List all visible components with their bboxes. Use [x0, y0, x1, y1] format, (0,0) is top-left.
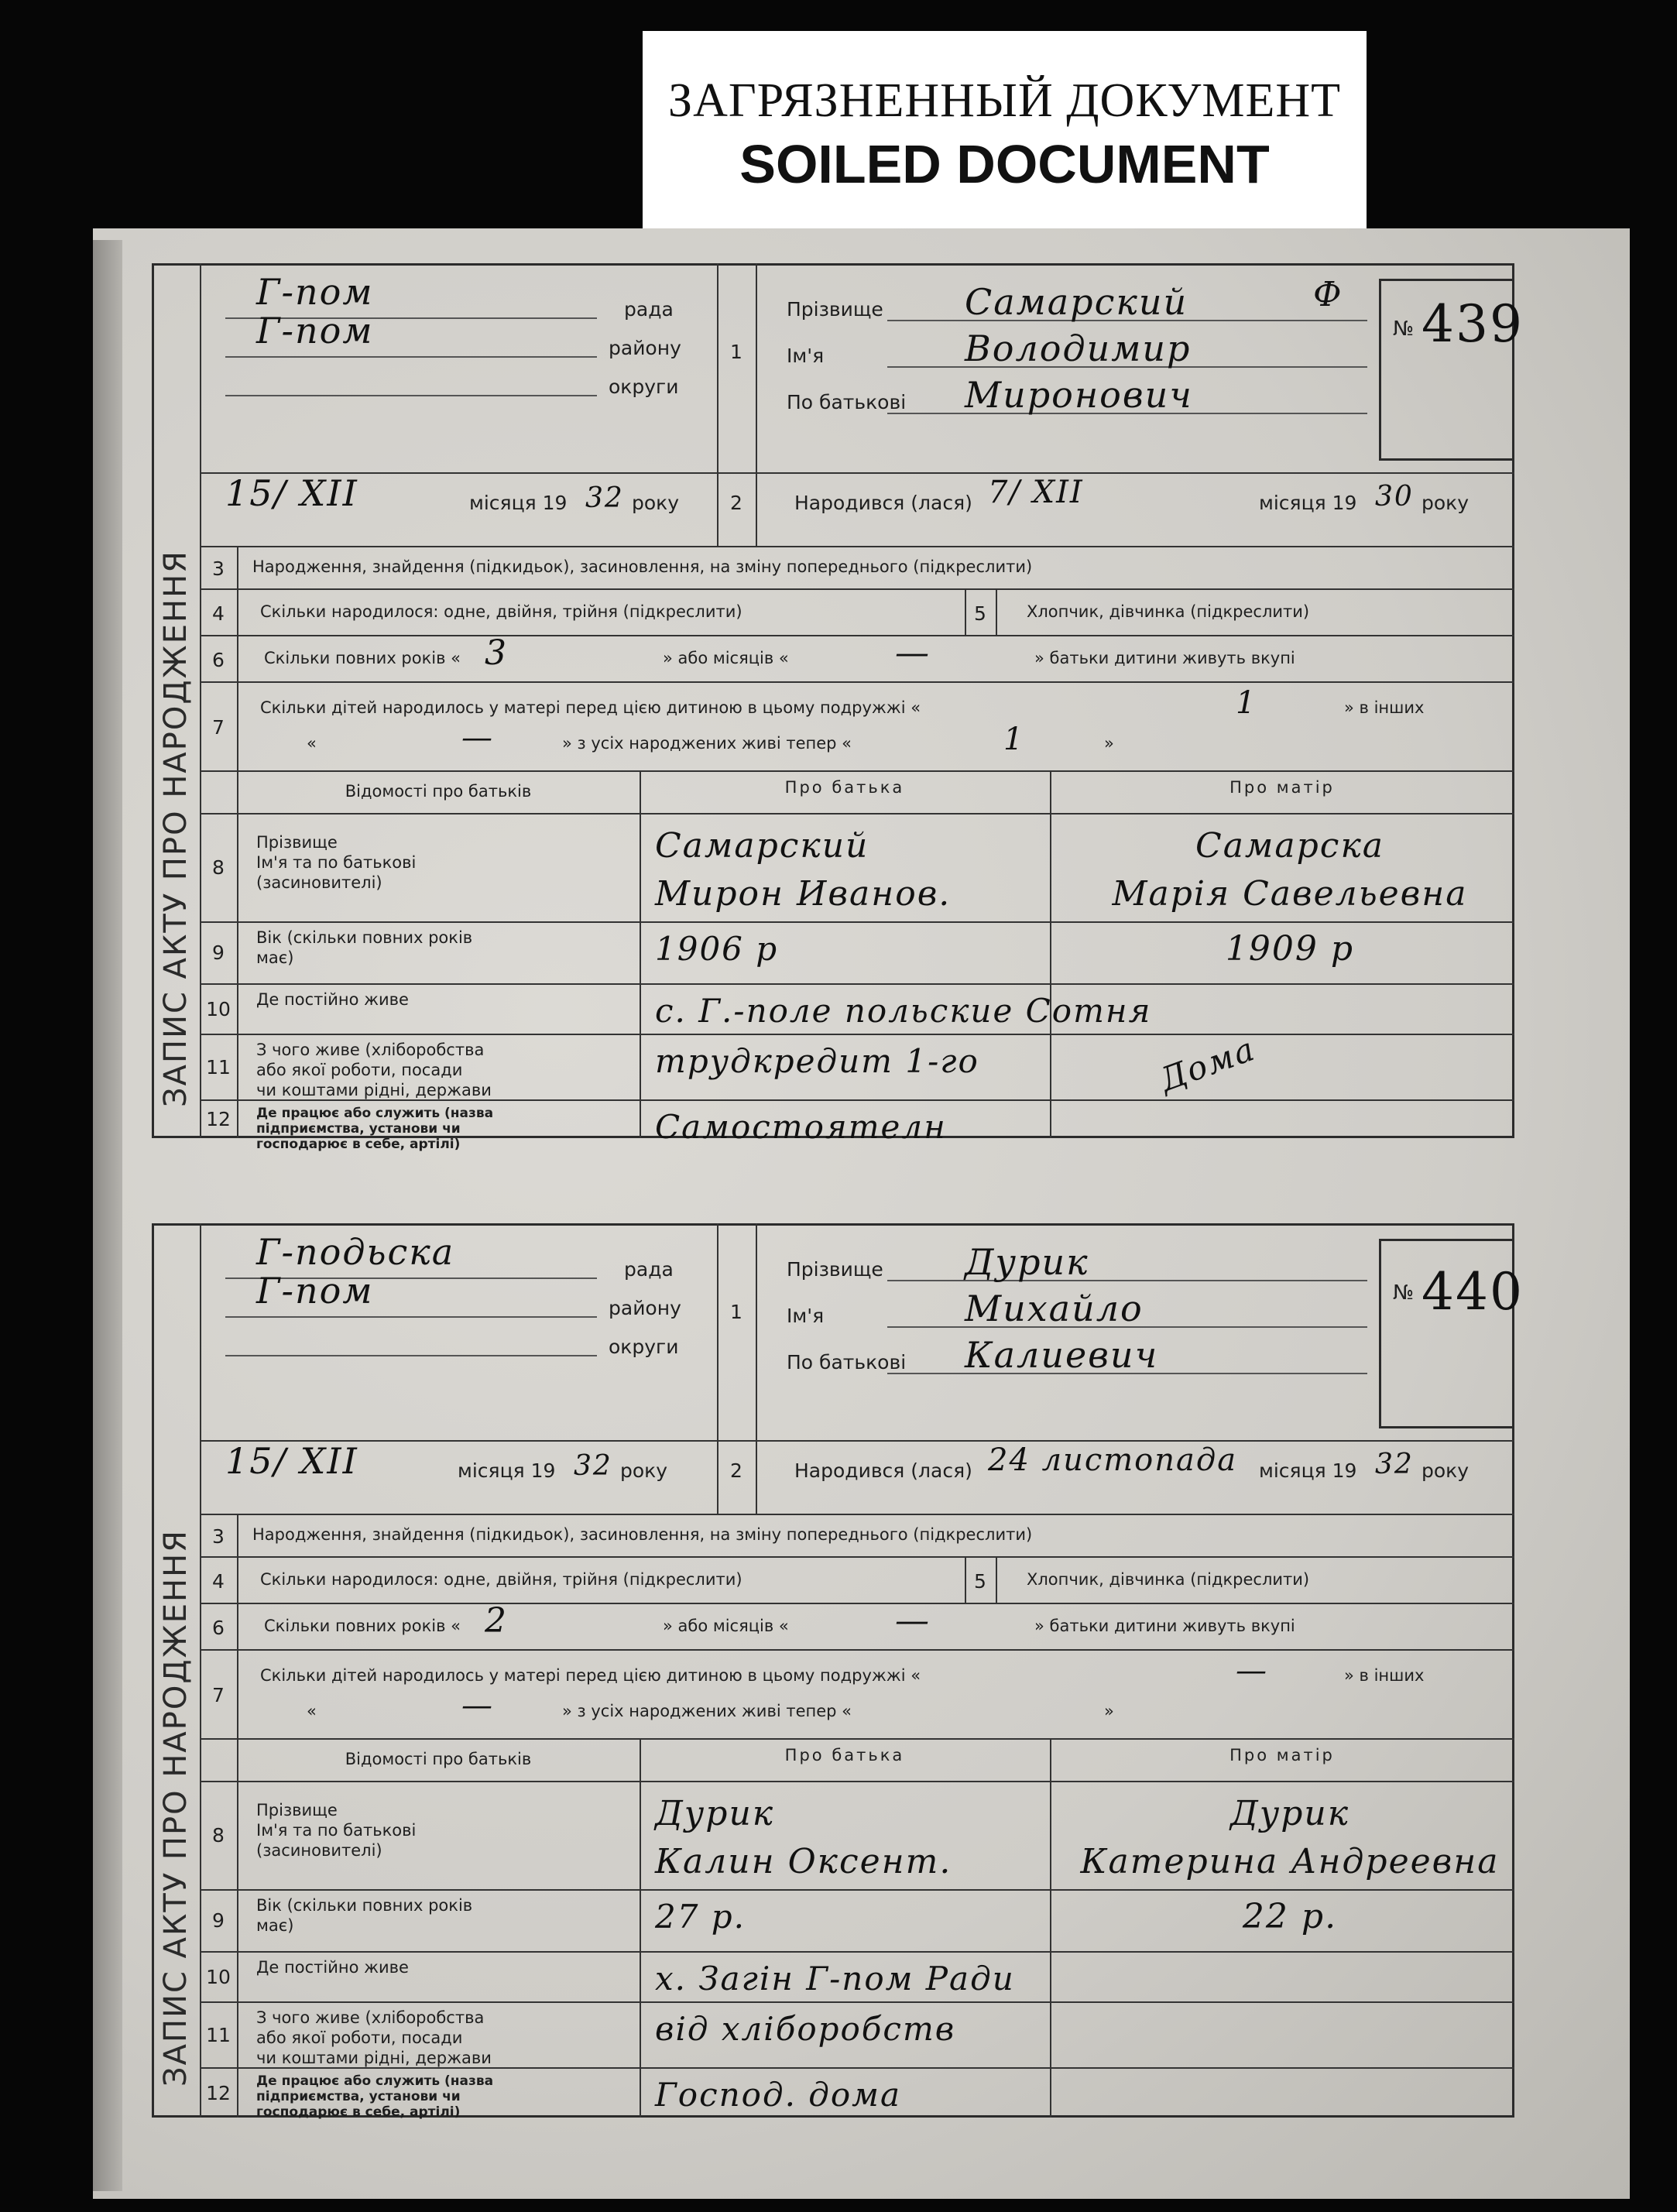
parents-split-b	[1050, 1738, 1051, 2118]
okruh-label: округи	[609, 376, 679, 398]
months-together: —	[895, 633, 931, 673]
child-patronymic: Калиевич	[965, 1334, 1159, 1376]
row-number-7: 7	[212, 1684, 225, 1706]
row-rule	[200, 681, 1514, 683]
row-number-4: 4	[212, 602, 225, 625]
row-number-1: 1	[730, 341, 742, 363]
father-livelihood: трудкредит 1-го	[655, 1042, 979, 1080]
months-together: —	[895, 1601, 931, 1641]
side-column-rule	[200, 1223, 201, 2118]
row-number-10: 10	[206, 997, 231, 1020]
row-number-12: 12	[206, 2081, 231, 2104]
side-title: ЗАПИС АКТУ ПРО НАРОДЖЕННЯ	[158, 550, 194, 1107]
row7-text-a: Скільки дітей народилось у матері перед цією дитиною в цьому подружжі «	[260, 698, 921, 717]
registration-year: 32	[585, 482, 624, 514]
row-rule	[200, 635, 1514, 636]
row11-label: З чого живе (хліборобства або якої роботи, посади чи коштами рідні, держави	[256, 2008, 492, 2067]
row7-text-b: » в інших	[1344, 1666, 1425, 1685]
row7-text-a: Скільки дітей народилось у матері перед цією дитиною в цьому подружжі «	[260, 1666, 921, 1685]
father-name: Дурик Калин Оксент.	[655, 1794, 952, 1881]
row7-text-e: »	[1104, 734, 1114, 753]
soiled-label-ru: ЗАГРЯЗНЕННЫЙ ДОКУМЕНТ	[668, 74, 1341, 127]
reg-year-label: року	[632, 492, 680, 514]
father-header: Про батька	[784, 1746, 905, 1764]
row-number-11: 11	[206, 2023, 231, 2046]
row-number-11: 11	[206, 1055, 231, 1079]
row-number-12: 12	[206, 1108, 231, 1130]
page-edge	[93, 240, 122, 2191]
row-number-5: 5	[974, 1570, 986, 1593]
name-label: Ім'я	[787, 345, 825, 367]
soiled-document-label	[643, 31, 1367, 232]
underline	[887, 1280, 1367, 1281]
father-header: Про батька	[784, 778, 905, 797]
row-rule	[200, 2001, 1514, 2003]
row-rule	[200, 588, 1514, 590]
row10-label: Де постійно живе	[256, 1958, 409, 1977]
years-together: 3	[485, 633, 508, 673]
row-rule	[200, 1034, 1514, 1035]
row7-text-c: «	[307, 1702, 317, 1720]
row3-text: Народження, знайдення (підкидьок), засиновлення, на зміну попереднього (підкреслити)	[252, 557, 1033, 576]
raion-value: Г-пом	[256, 1270, 374, 1312]
rada-label: рада	[624, 298, 674, 321]
patronymic-label: По батькові	[787, 1351, 907, 1373]
row7-text-d: » з усіх народжених живі тепер «	[562, 1702, 852, 1720]
mother-name: Самарска Марія Савельевна	[1112, 826, 1468, 914]
row-number-7: 7	[212, 716, 225, 739]
row7-text-c: «	[307, 734, 317, 753]
row-rule	[200, 921, 1514, 923]
top-split-b	[756, 1223, 757, 1514]
birth-year-label: року	[1422, 492, 1470, 514]
row-rule	[200, 983, 1514, 985]
row-number-8: 8	[212, 1824, 225, 1847]
birth-year: 32	[1375, 1449, 1414, 1480]
children-other: —	[461, 1688, 494, 1723]
rada-label: рада	[624, 1258, 674, 1281]
row-number-10: 10	[206, 1965, 231, 1988]
row4-split	[996, 1556, 997, 1603]
row8-label: Прізвище Ім'я та по батькові (засиновителі)	[256, 833, 417, 892]
top-split-b	[756, 263, 757, 546]
row-rule	[200, 472, 1514, 474]
row7-text-d: » з усіх народжених живі тепер «	[562, 734, 852, 753]
row4-text: Скільки народилося: одне, двійня, трійня (підкреслити)	[260, 602, 742, 621]
row-rule	[200, 1649, 1514, 1651]
row5-text: Хлопчик, дівчинка (підкреслити)	[1027, 602, 1310, 621]
mother-header: Про матір	[1229, 1746, 1335, 1764]
mother-age: 1909 р	[1225, 929, 1355, 969]
name-label: Ім'я	[787, 1305, 825, 1327]
top-split-a	[717, 263, 718, 546]
okruh-label: округи	[609, 1336, 679, 1358]
father-livelihood: від хліборобств	[655, 2010, 956, 2048]
side-column-rule	[200, 263, 201, 1138]
row6-text-a: Скільки повних років «	[264, 649, 461, 667]
child-patronymic: Миронович	[965, 374, 1193, 416]
row-rule	[200, 1738, 1514, 1740]
born-label: Народився (лася)	[794, 1459, 972, 1482]
parents-header: Відомості про батьків	[345, 1750, 532, 1768]
patronymic-label: По батькові	[787, 391, 907, 413]
row-number-3: 3	[212, 1525, 225, 1548]
row-number-6: 6	[212, 1617, 225, 1639]
child-name: Володимир	[965, 328, 1192, 369]
signature: Дома	[1154, 1029, 1260, 1099]
surname-label: Прізвище	[787, 298, 883, 321]
row-number-9: 9	[212, 1909, 225, 1932]
row-rule	[200, 1099, 1514, 1101]
children-before: 1	[1236, 685, 1257, 721]
soiled-label-en: SOILED DOCUMENT	[739, 134, 1270, 194]
row9-label: Вік (скільки повних років має)	[256, 1896, 473, 1935]
row6-text-c: » батьки дитини живуть вкупі	[1034, 649, 1295, 667]
rownum-column-rule	[237, 1514, 238, 2118]
record-number: 439	[1422, 294, 1524, 354]
row-rule	[200, 1951, 1514, 1953]
row-rule	[200, 813, 1514, 814]
row12-label: Де працює або служить (назва підприємства, установи чи господарює в себе, артілі)	[256, 1106, 494, 1152]
parents-header: Відомості про батьків	[345, 782, 532, 801]
row-rule	[200, 2067, 1514, 2069]
row-number-9: 9	[212, 941, 225, 964]
rada-value: Г-пом	[256, 271, 374, 313]
row8-label: Прізвище Ім'я та по батькові (засиновителі)	[256, 1801, 417, 1860]
row-rule	[200, 1889, 1514, 1891]
row9-label: Вік (скільки повних років має)	[256, 928, 473, 967]
surname-label: Прізвище	[787, 1258, 883, 1281]
row-rule	[200, 1556, 1514, 1558]
underline	[225, 356, 597, 358]
row3-text: Народження, знайдення (підкидьок), засиновлення, на зміну попереднього (підкреслити)	[252, 1525, 1033, 1544]
row6-text-c: » батьки дитини живуть вкупі	[1034, 1617, 1295, 1635]
born-label: Народився (лася)	[794, 492, 972, 514]
row-number-8: 8	[212, 856, 225, 879]
father-age: 27 р.	[655, 1898, 746, 1936]
years-together: 2	[485, 1601, 508, 1641]
row11-label: З чого живе (хліборобства або якої роботи, посади чи коштами рідні, держави	[256, 1041, 492, 1099]
row6-text-a: Скільки повних років «	[264, 1617, 461, 1635]
row12-label: Де працює або служить (назва підприємства, установи чи господарює в себе, артілі)	[256, 2073, 494, 2120]
underline	[225, 1355, 597, 1356]
birth-year: 30	[1375, 481, 1414, 513]
row-number-4: 4	[212, 1570, 225, 1593]
row-rule	[200, 770, 1514, 772]
children-before: —	[1236, 1653, 1268, 1689]
row-number-6: 6	[212, 649, 225, 671]
birth-year-label: року	[1422, 1459, 1470, 1482]
margin-mark: Ф	[1313, 275, 1343, 314]
parents-split-a	[640, 1738, 641, 2118]
row-number-3: 3	[212, 557, 225, 580]
reg-month-label: місяця 19	[469, 492, 568, 514]
row-number-2: 2	[730, 1459, 742, 1482]
row-rule	[200, 1440, 1514, 1442]
raion-label: району	[609, 337, 681, 359]
row6-text-b: » або місяців «	[663, 649, 789, 667]
children-alive: 1	[1003, 722, 1025, 757]
row-rule	[200, 1781, 1514, 1782]
row7-text-e: »	[1104, 1702, 1114, 1720]
row10-label: Де постійно живе	[256, 990, 409, 1009]
record-number: 440	[1422, 1262, 1524, 1322]
mother-name: Дурик Катерина Андреевна	[1080, 1794, 1500, 1881]
top-split-a	[717, 1223, 718, 1514]
birth-date: 7/ XII	[988, 475, 1084, 510]
registration-day: 15/ XII	[225, 472, 358, 514]
registration-year: 32	[574, 1450, 612, 1482]
raion-label: району	[609, 1297, 681, 1319]
row-rule	[200, 1603, 1514, 1604]
children-other: —	[461, 720, 494, 756]
row6-text-b: » або місяців «	[663, 1617, 789, 1635]
row-rule	[200, 546, 1514, 547]
underline	[225, 1316, 597, 1318]
child-name: Михайло	[965, 1288, 1144, 1329]
row-number-1: 1	[730, 1301, 742, 1323]
side-title: ЗАПИС АКТУ ПРО НАРОДЖЕННЯ	[158, 1529, 194, 2087]
row5-text: Хлопчик, дівчинка (підкреслити)	[1027, 1570, 1310, 1589]
underline	[225, 395, 597, 396]
row4-text: Скільки народилося: одне, двійня, трійня (підкреслити)	[260, 1570, 742, 1589]
registration-day: 15/ XII	[225, 1440, 358, 1482]
father-name: Самарский Мирон Иванов.	[655, 826, 952, 914]
birth-date: 24 листопада	[988, 1442, 1238, 1478]
reg-year-label: року	[620, 1459, 668, 1482]
raion-value: Г-пом	[256, 310, 374, 352]
row4-split	[996, 588, 997, 635]
rada-value: Г-подьска	[256, 1231, 455, 1273]
mother-age: 22 р.	[1242, 1897, 1338, 1936]
parents-split-a	[640, 770, 641, 1138]
father-residence: х. Загін Г-пом Ради	[655, 1960, 1015, 1998]
father-work: Самостоятелн	[655, 1108, 947, 1146]
mother-header: Про матір	[1229, 778, 1335, 797]
rownum-column-rule	[237, 546, 238, 1138]
number-prefix: №	[1393, 317, 1415, 341]
number-prefix: №	[1393, 1281, 1415, 1305]
reg-month-label: місяця 19	[458, 1459, 556, 1482]
birth-month-label: місяця 19	[1259, 1459, 1357, 1482]
row-number-5: 5	[974, 602, 986, 625]
row-number-2: 2	[730, 492, 742, 514]
father-residence: с. Г.-поле польские Сотня	[655, 992, 1152, 1030]
child-surname: Самарский	[965, 281, 1188, 323]
birth-month-label: місяця 19	[1259, 492, 1357, 514]
child-surname: Дурик	[965, 1241, 1089, 1283]
row-rule	[200, 1514, 1514, 1515]
row7-text-b: » в інших	[1344, 698, 1425, 717]
father-age: 1906 р	[655, 930, 779, 968]
father-work: Господ. дома	[655, 2076, 902, 2114]
